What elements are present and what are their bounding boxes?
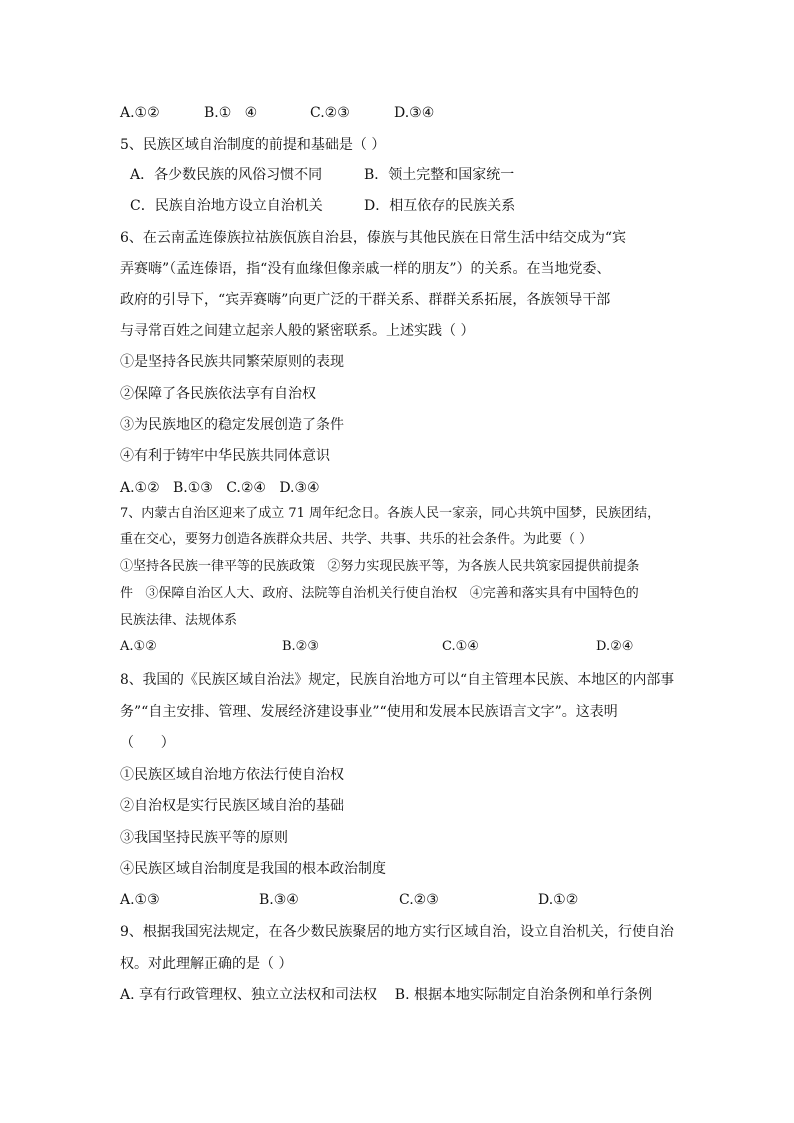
- q6-stem-line: 弄赛嗨”（孟连傣语，指“没有血缘但像亲戚一样的朋友”）的关系。在当地党委、: [120, 261, 611, 277]
- q8-statement: ①民族区域自治地方依法行使自治权: [120, 767, 344, 783]
- q5-option-c: C．民族自治地方设立自治机关: [130, 198, 323, 214]
- q9-options: A. 享有行政管理权、独立立法权和司法权 B. 根据本地实际制定自治条例和单行条例: [120, 987, 652, 1003]
- q6-stem-line: 6、在云南孟连傣族拉祜族佤族自治县，傣族与其他民族在日常生活中结交成为“宾: [120, 230, 627, 246]
- q4-option-c: C.②③: [310, 105, 350, 121]
- q5-option-d: D．相互依存的民族关系: [364, 198, 516, 214]
- q4-option-a: A.①②: [120, 105, 160, 121]
- q9-stem-line: 权。对此理解正确的是（ ）: [120, 956, 293, 972]
- q7-option-a: A.①②: [120, 639, 157, 654]
- q6-options: A.①② B.①③ C.②④ D.③④: [120, 480, 320, 496]
- q7-statement-line: ①坚持各民族一律平等的民族政策 ②努力实现民族平等，为各族人民共筑家园提供前提条: [120, 559, 640, 574]
- q8-statement: ③我国坚持民族平等的原则: [120, 830, 288, 846]
- q5-option-a: A．各少数民族的风俗习惯不同: [130, 167, 323, 183]
- q4-option-d: D.③④: [394, 105, 435, 121]
- q8-stem-line: 8、我国的《民族区域自治法》规定，民族自治地方可以“自主管理本民族、本地区的内部事: [120, 672, 675, 688]
- q7-stem-line: 重在交心，要努力创造各族群众共居、共学、共事、共乐的社会条件。为此要（ ）: [120, 532, 593, 547]
- q6-statement: ②保障了各民族依法享有自治权: [120, 386, 316, 402]
- q8-option-b: B.③④: [259, 892, 299, 908]
- q6-statement: ④有利于铸牢中华民族共同体意识: [120, 448, 330, 464]
- q9-stem-line: 9、根据我国宪法规定，在各少数民族聚居的地方实行区域自治，设立自治机关，行使自治: [120, 924, 674, 940]
- q8-option-d: D.①②: [538, 892, 579, 908]
- q7-statement-line: 件 ③保障自治区人大、政府、法院等自治机关行使自治权 ④完善和落实具有中国特色的: [120, 586, 639, 601]
- q8-option-a: A.①③: [120, 892, 160, 908]
- q7-option-c: C.①④: [442, 639, 479, 654]
- q7-statement-line: 民族法律、法规体系: [120, 613, 238, 628]
- q6-statement: ③为民族地区的稳定发展创造了条件: [120, 417, 344, 433]
- q8-stem-line: 务”“自主安排、管理、发展经济建设事业”“使用和发展本民族语言文字”。这表明: [120, 704, 618, 720]
- q8-statement: ④民族区域自治制度是我国的根本政治制度: [120, 861, 386, 877]
- q7-option-b: B.②③: [282, 639, 319, 654]
- q5-option-b: B．领土完整和国家统一: [364, 167, 515, 183]
- q5-stem: 5、民族区域自治制度的前提和基础是（ ）: [120, 137, 386, 153]
- q4-option-b: B.① ④: [204, 105, 258, 121]
- q6-stem-line: 与寻常百姓之间建立起亲人般的紧密联系。上述实践（ ）: [120, 323, 475, 339]
- q6-statement: ①是坚持各民族共同繁荣原则的表现: [120, 354, 344, 370]
- q7-option-d: D.②④: [596, 639, 634, 654]
- q8-statement: ②自治权是实行民族区域自治的基础: [120, 798, 344, 814]
- q7-stem-line: 7、内蒙古自治区迎来了成立 71 周年纪念日。各族人民一家亲，同心共筑中国梦，民族团结，: [120, 506, 661, 521]
- q8-stem-line: （ ）: [120, 735, 175, 751]
- q8-option-c: C.②③: [399, 892, 439, 908]
- q6-stem-line: 政府的引导下，“宾弄赛嗨”向更广泛的干群关系、群群关系拓展，各族领导干部: [120, 292, 611, 308]
